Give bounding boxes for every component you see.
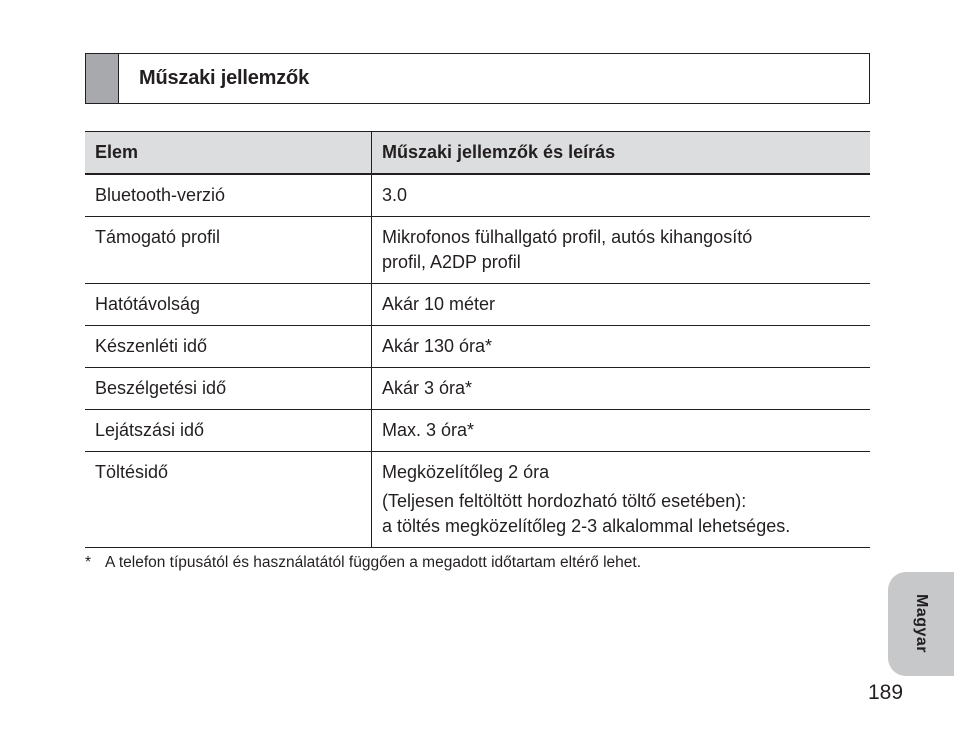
section-marker	[86, 54, 119, 103]
footnote-mark: *	[85, 554, 92, 571]
row-item: Beszélgetési idő	[85, 367, 372, 409]
footnote-text: A telefon típusától és használatától függően a megadott időtartam eltérő lehet.	[105, 554, 642, 571]
table-row	[85, 409, 870, 451]
value-line: a töltés megközelítőleg 2-3 alkalommal lehetséges.	[382, 515, 791, 536]
section-title: Műszaki jellemzők	[139, 67, 309, 89]
row-value	[372, 174, 871, 217]
row-value	[372, 367, 871, 409]
row-item: Hatótávolság	[85, 283, 372, 325]
row-item: Töltésidő	[85, 451, 372, 547]
section-header	[85, 53, 870, 104]
spec-table	[85, 131, 870, 548]
table-row	[85, 174, 870, 217]
header-spec: Műszaki jellemzők és leírás	[372, 132, 871, 174]
value-line: Akár 3 óra*	[382, 377, 473, 398]
row-item: Támogató profil	[85, 216, 372, 283]
row-value	[372, 325, 871, 367]
value-line: Akár 10 méter	[382, 293, 496, 314]
table-row	[85, 451, 870, 547]
footnote	[85, 554, 641, 572]
table-row	[85, 216, 870, 283]
value-line: Mikrofonos fülhallgató profil, autós kihangosító	[382, 226, 753, 247]
value-line: profil, A2DP profil	[382, 251, 521, 272]
value-line: Max. 3 óra*	[382, 419, 475, 440]
table-row	[85, 367, 870, 409]
language-tab-label: Magyar	[913, 594, 930, 654]
value-line: Megközelítőleg 2 óra	[382, 461, 550, 482]
table-row	[85, 283, 870, 325]
row-value	[372, 451, 871, 547]
row-item: Lejátszási idő	[85, 409, 372, 451]
value-line: 3.0	[382, 184, 408, 205]
row-value	[372, 409, 871, 451]
row-item: Készenléti idő	[85, 325, 372, 367]
value-line: Akár 130 óra*	[382, 335, 493, 356]
row-value	[372, 216, 871, 283]
row-value	[372, 283, 871, 325]
table-row	[85, 325, 870, 367]
row-item: Bluetooth-verzió	[85, 174, 372, 217]
header-item: Elem	[85, 132, 372, 174]
page-number: 189	[868, 681, 904, 704]
value-line: (Teljesen feltöltött hordozható töltő esetében):	[382, 490, 747, 511]
language-tab	[888, 572, 954, 676]
table-header-row	[85, 132, 870, 174]
